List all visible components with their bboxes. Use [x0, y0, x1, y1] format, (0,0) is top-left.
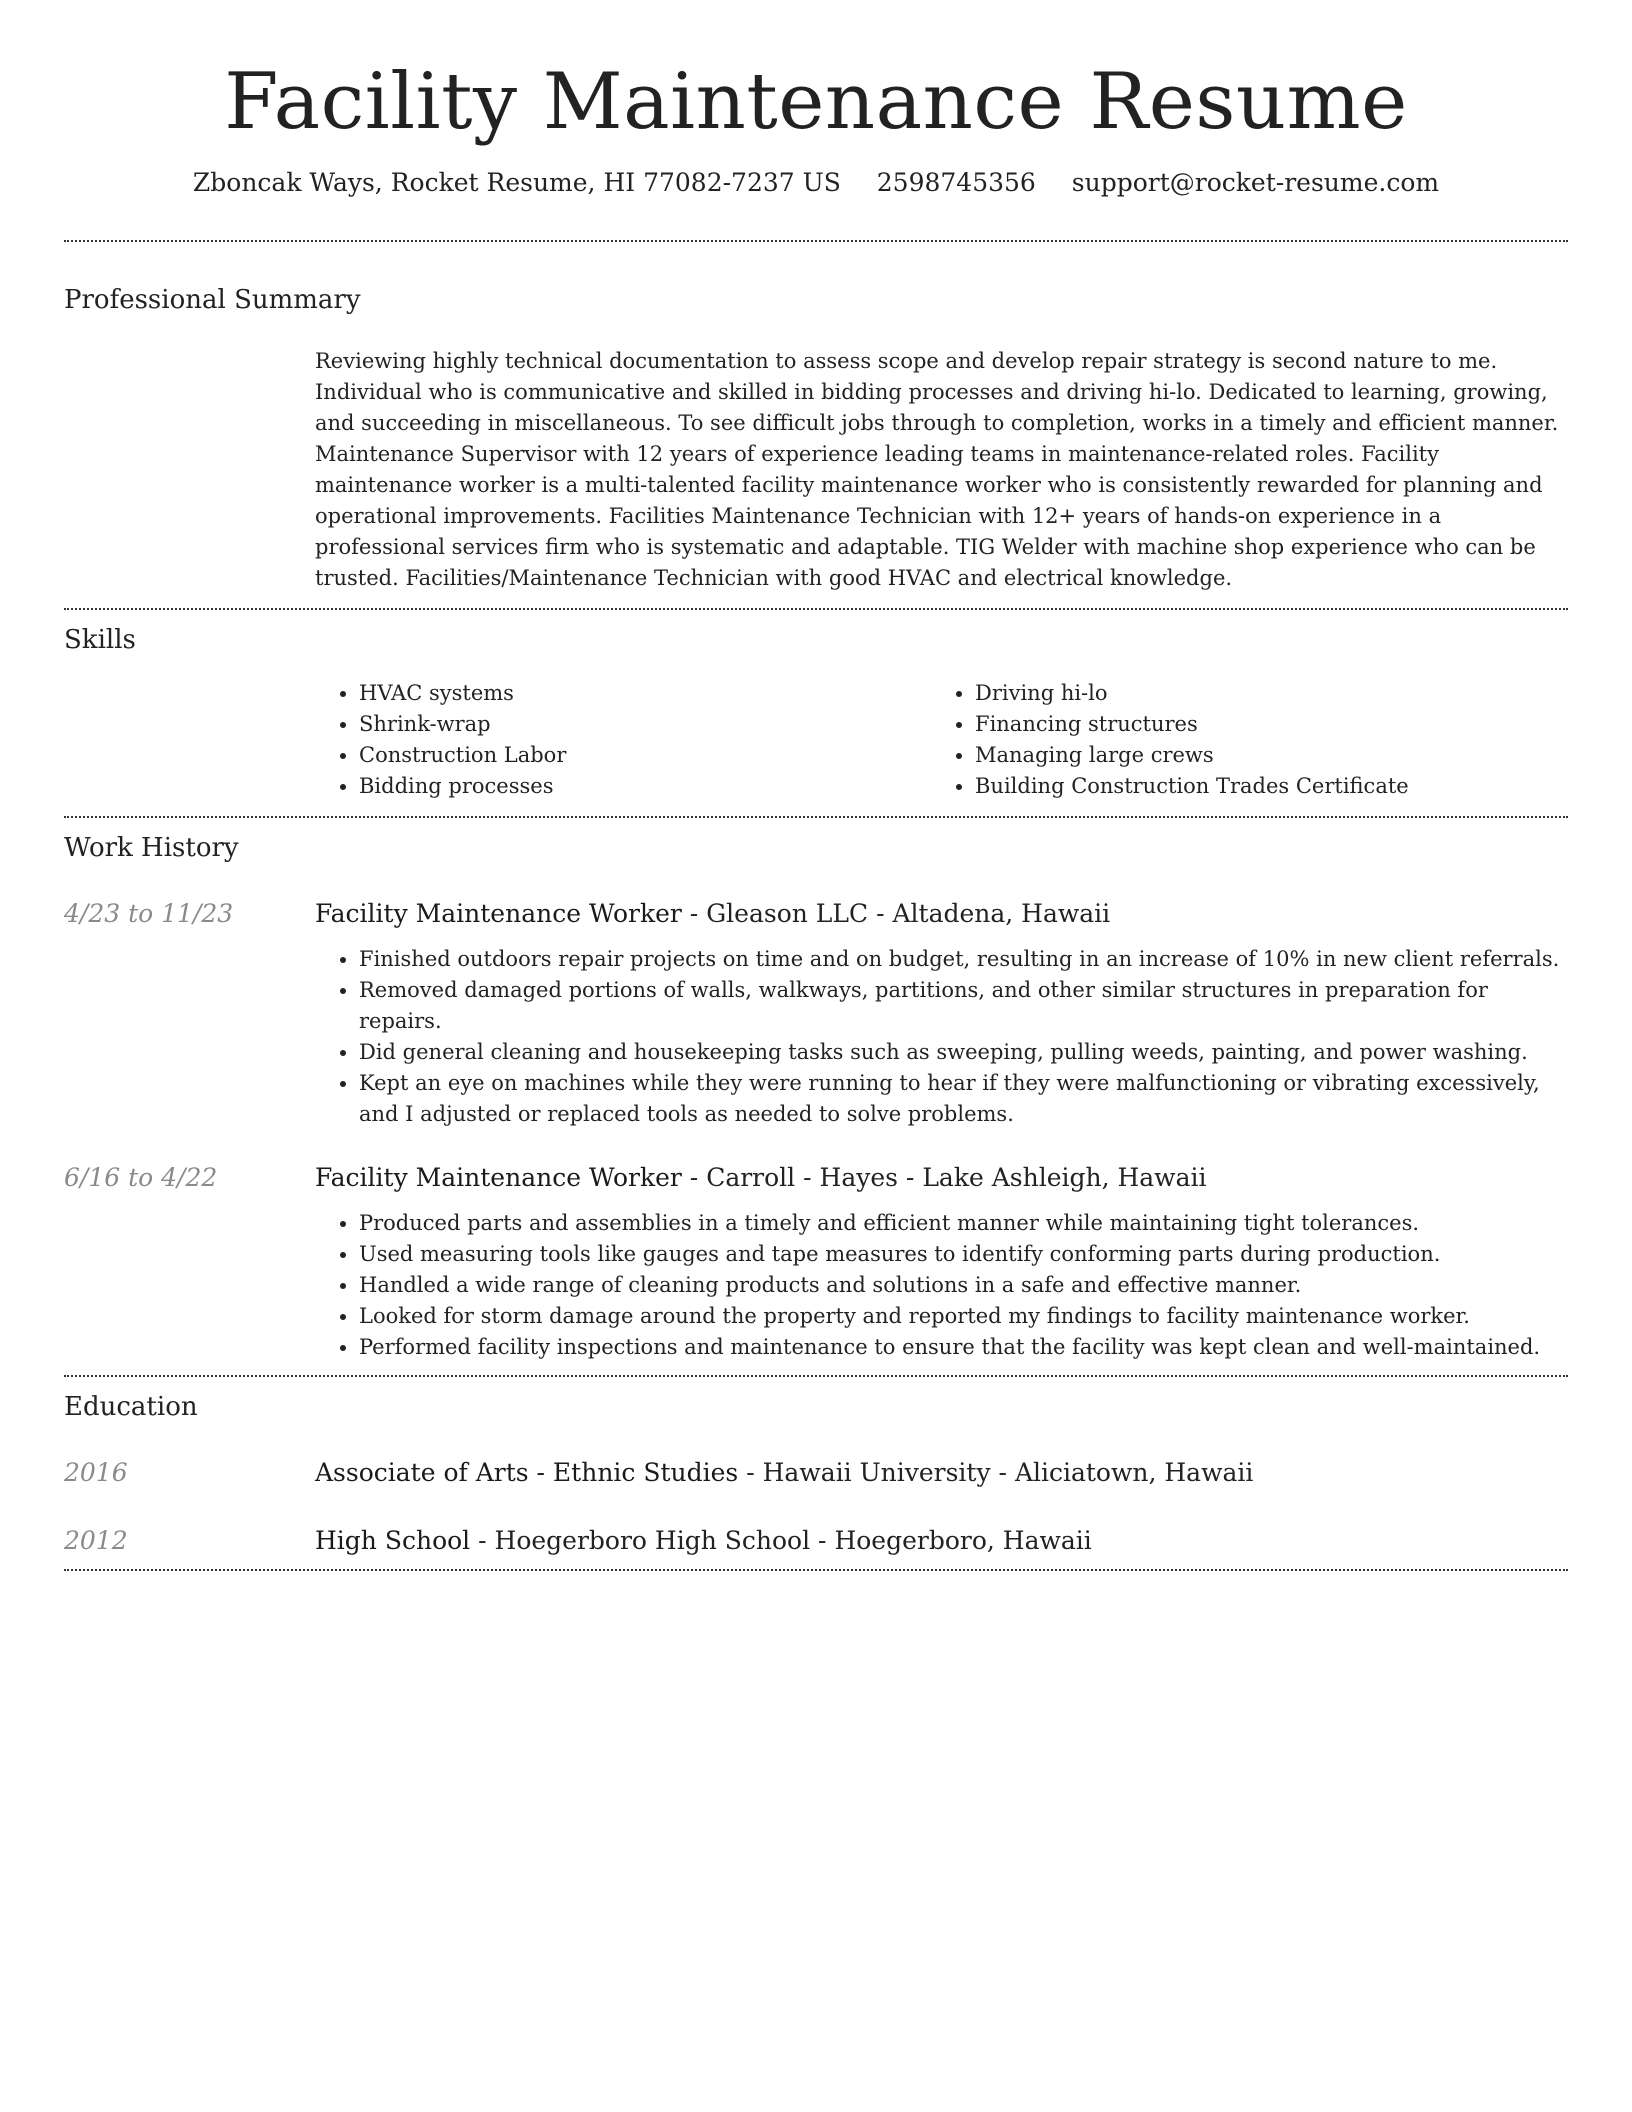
skill-item: • Managing large crews: [975, 740, 1547, 771]
job-entry: [64, 896, 1568, 1130]
skill-item: • Financing structures: [975, 709, 1547, 740]
summary-text: Reviewing highly technical documentation to assess scope and develop repair strategy is second nature to me. Individual who is communicative and skilled in bidding processes and driving hi-lo. Dedicated to learning, growing, and succeeding in miscellaneous. To see difficult jobs through to completion, works in a timely and efficient manner. Maintenance Supervisor with 12 years of experience leading teams in maintenance-related roles. Facility maintenance worker is a multi-talented facility maintenance worker who is consistently rewarded for planning and operational improvements. Facilities Maintenance Technician with 12+ years of hands-on experience in a professional services firm who is systematic and adaptable. TIG Welder with machine shop experience who can be trusted. Facilities/Maintenance Technician with good HVAC and electrical knowledge.: [315, 349, 1559, 590]
contact-address: Zboncak Ways, Rocket Resume, HI 77082-7237 US: [192, 168, 841, 197]
job-bullet: • Kept an eye on machines while they were running to hear if they were malfunctioning or vibrating excessively, and I adjusted or replaced tools as needed to solve problems.: [359, 1068, 1568, 1130]
skill-item: • Shrink-wrap: [359, 709, 931, 740]
education-heading-line: [315, 1455, 1253, 1491]
skill-item: • HVAC systems: [359, 678, 931, 709]
job-position: Facility Maintenance Worker: [315, 1163, 682, 1192]
header-divider: [64, 240, 1568, 242]
job-bullet: • Used measuring tools like gauges and tape measures to identify conforming parts during production.: [359, 1239, 1568, 1270]
skills-heading: Skills: [64, 625, 136, 655]
job-bullet: • Performed facility inspections and maintenance to ensure that the facility was kept clean and well-maintained.: [359, 1332, 1568, 1363]
section-divider: [64, 1375, 1568, 1377]
education-year: 2016: [64, 1458, 128, 1487]
education-year: 2012: [64, 1526, 128, 1555]
education-entry: [64, 1523, 1568, 1559]
section-divider: [64, 1569, 1568, 1571]
job-bullet: • Produced parts and assemblies in a timely and efficient manner while maintaining tight tolerances.: [359, 1208, 1568, 1239]
job-entry: [64, 1160, 1568, 1363]
education-heading: Education: [64, 1392, 198, 1422]
job-bullet: • Looked for storm damage around the property and reported my findings to facility maintenance worker.: [359, 1301, 1568, 1332]
job-position: Facility Maintenance Worker: [315, 899, 682, 928]
education-degree: Associate of Arts - Ethnic Studies: [315, 1458, 739, 1487]
resume-header: [64, 0, 1568, 200]
section-divider: [64, 608, 1568, 610]
skill-item: • Driving hi-lo: [975, 678, 1547, 709]
job-bullet: • Finished outdoors repair projects on time and on budget, resulting in an increase of 10% in new client referrals.: [359, 944, 1568, 975]
education-heading-line: [315, 1523, 1092, 1559]
job-heading: [315, 1160, 1568, 1196]
contact-info: [64, 166, 1568, 200]
job-heading: [315, 896, 1568, 932]
contact-phone: 2598745356: [876, 168, 1036, 197]
resume-title: Facility Maintenance Resume: [224, 57, 1408, 147]
job-dates: 6/16 to 4/22: [64, 1163, 218, 1192]
skill-item: • Bidding processes: [359, 771, 931, 802]
professional-summary-section: [64, 282, 1568, 594]
skills-list: [315, 678, 1568, 802]
skills-column-right: [931, 678, 1547, 802]
education-degree: High School: [315, 1526, 471, 1555]
skill-item: • Building Construction Trades Certificate: [975, 771, 1547, 802]
job-company-location: - Gleason LLC - Altadena, Hawaii: [681, 899, 1111, 928]
work-history-section: [64, 830, 1568, 1363]
skills-section: [64, 622, 1568, 802]
contact-email: support@rocket-resume.com: [1071, 168, 1440, 197]
work-history-heading: Work History: [64, 833, 239, 863]
job-bullets: [315, 944, 1568, 1130]
job-bullet: • Did general cleaning and housekeeping tasks such as sweeping, pulling weeds, painting, and power washing.: [359, 1037, 1568, 1068]
education-school-location: - Hoegerboro High School - Hoegerboro, Hawaii: [470, 1526, 1092, 1555]
job-body: [315, 896, 1568, 1130]
summary-heading: Professional Summary: [64, 285, 361, 315]
skills-column-left: [315, 678, 931, 802]
section-divider: [64, 816, 1568, 818]
skill-item: • Construction Labor: [359, 740, 931, 771]
education-section: [64, 1389, 1568, 1559]
job-company-location: - Carroll - Hayes - Lake Ashleigh, Hawaii: [681, 1163, 1207, 1192]
education-school-location: - Hawaii University - Aliciatown, Hawaii: [738, 1458, 1254, 1487]
education-entry: [64, 1455, 1568, 1491]
job-bullet: • Removed damaged portions of walls, walkways, partitions, and other similar structures in preparation for repairs.: [359, 975, 1568, 1037]
job-bullet: • Handled a wide range of cleaning products and solutions in a safe and effective manner.: [359, 1270, 1568, 1301]
job-body: [315, 1160, 1568, 1363]
job-dates: 4/23 to 11/23: [64, 899, 234, 928]
job-bullets: [315, 1208, 1568, 1363]
